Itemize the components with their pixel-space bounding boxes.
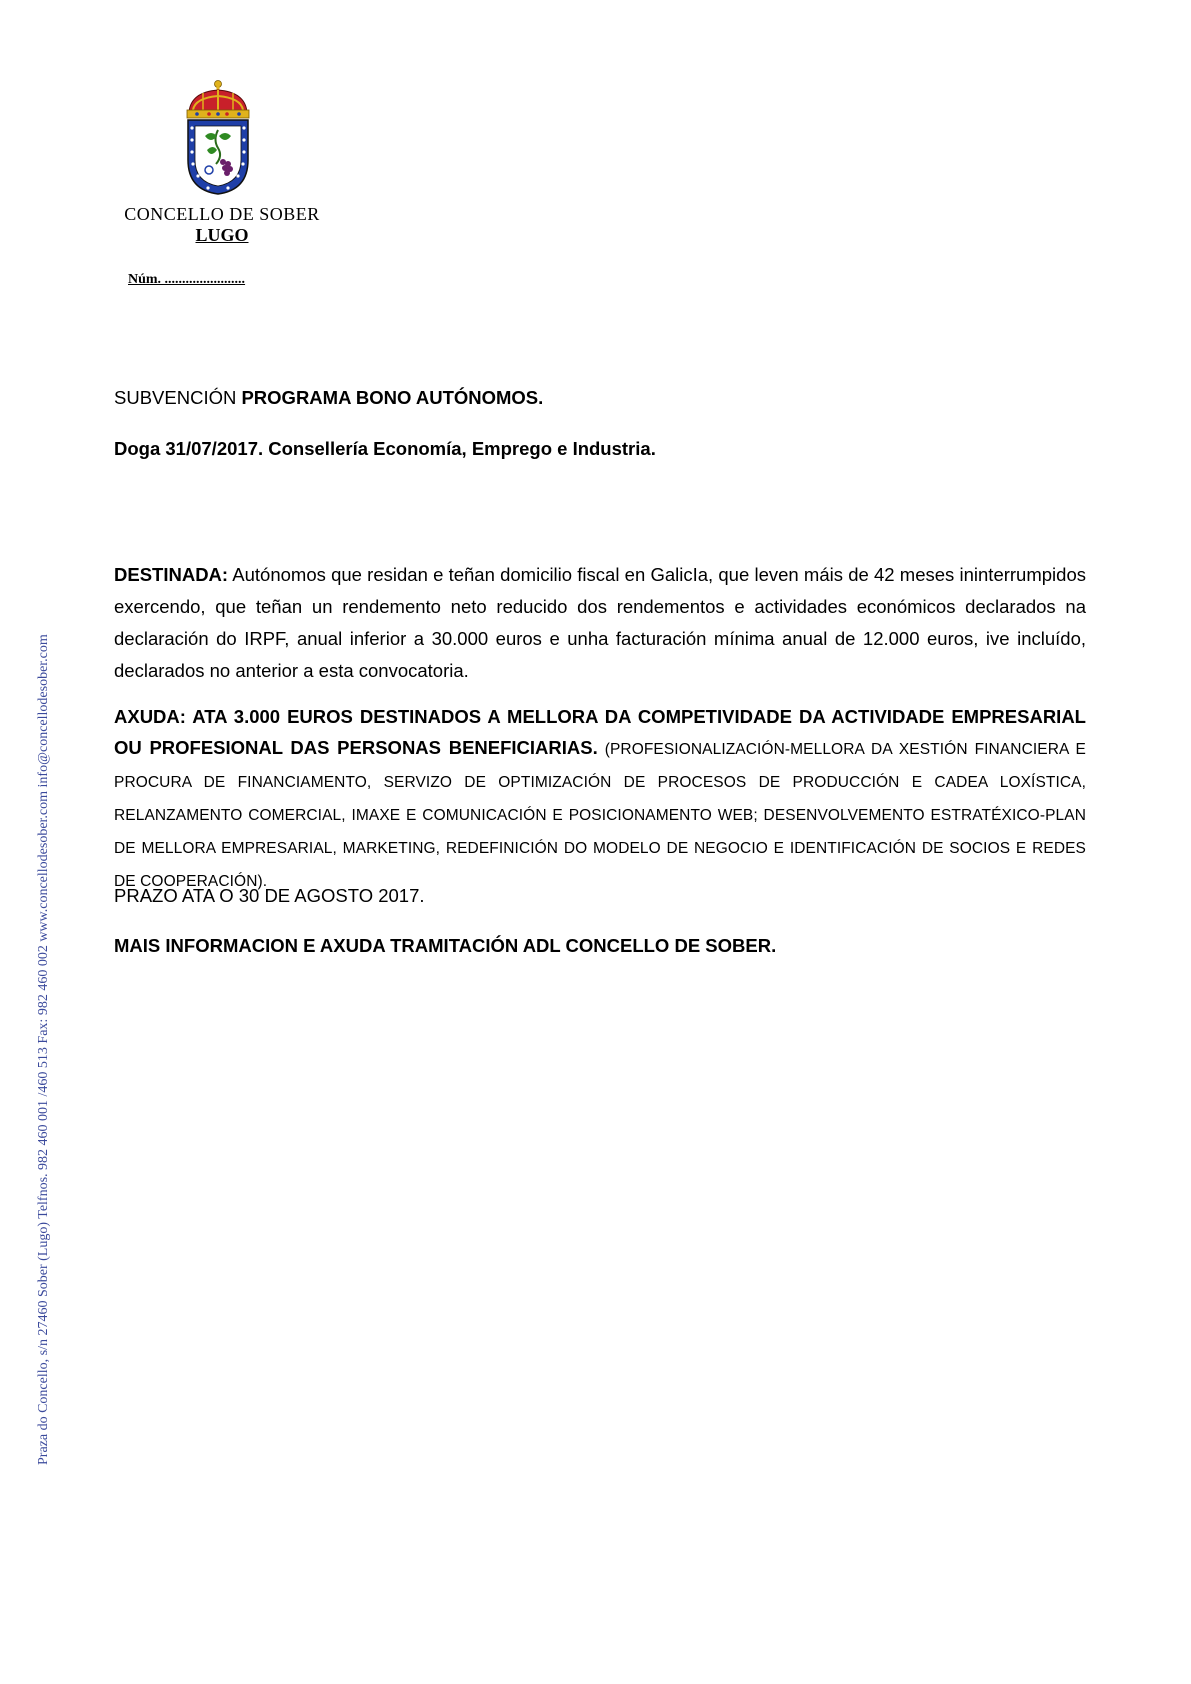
office-city (112, 224, 332, 246)
more-info-line: MAIS INFORMACION E AXUDA TRAMITACIÓN ADL CONCELLO DE SOBER. (114, 935, 777, 956)
axuda-paragraph (114, 701, 1086, 897)
subsidy-title: PROGRAMA BONO AUTÓNOMOS. (241, 387, 544, 408)
document-number-line: Núm. ....................... (128, 272, 246, 287)
axuda-detail: (PROFESIONALIZACIÓN-MELLORA DA XESTIÓN FINANCIERA E PROCURA DE FINANCIAMENTO, SERVIZO DE OPTIMIZACIÓN DE PROCESOS DE PRODUCCIÓN E CADEA LOXÍSTICA, RELANZAMENTO COMERCIAL, IMAXE E COMUNICACIÓN E POSICIONAMENTO WEB; DESENVOLVEMENTO ESTRATÉXICO-PLAN DE MELLORA EMPRESARIAL, MARKETING, REDEFINICIÓN DO MODELO DE NEGOCIO E IDENTIFICACIÓN DE SOCIOS E REDES DE COOPERACIÓN). (114, 740, 1086, 890)
office-city-label: LUGO (195, 225, 249, 245)
office-name: CONCELLO DE SOBER (124, 204, 320, 224)
destinada-text: Autónomos que residan e teñan domicilio fiscal en GalicIa, que leven máis de 42 meses ininterrumpidos exercendo, que teñan un rendemento neto reducido dos rendementos e actividades económicos declarados na declaración do IRPF, anual inferior a 30.000 euros e unha facturación mínima anual de 12.000 euros, ive incluído, declarados no anterior a esta convocatoria. (114, 563, 1086, 681)
destinada-paragraph (114, 559, 1086, 687)
subsidy-title-line (114, 387, 543, 409)
contact-sidebar-text: Praza do Concello, s/n 27460 Sober (Lugo) Telfnos. 982 460 001 /460 513 Fax: 982 460 002 www.concellodesober.com info@concellodesober.com (36, 634, 51, 1465)
destinada-label: DESTINADA: (114, 563, 229, 585)
subsidy-prefix: SUBVENCIÓN (114, 387, 242, 408)
deadline-line: PRAZO ATA O 30 DE AGOSTO 2017. (114, 885, 425, 906)
axuda-heading: AXUDA: ATA 3.000 EUROS DESTINADOS A MELLORA DA COMPETIVIDADE DA ACTIVIDADE EMPRESARIAL OU PROFESIONAL DAS PERSONAS BENEFICIARIAS. (114, 705, 1086, 758)
doga-line: Doga 31/07/2017. Consellería Economía, Emprego e Industria. (114, 438, 656, 459)
coat-of-arms-icon (183, 78, 253, 196)
